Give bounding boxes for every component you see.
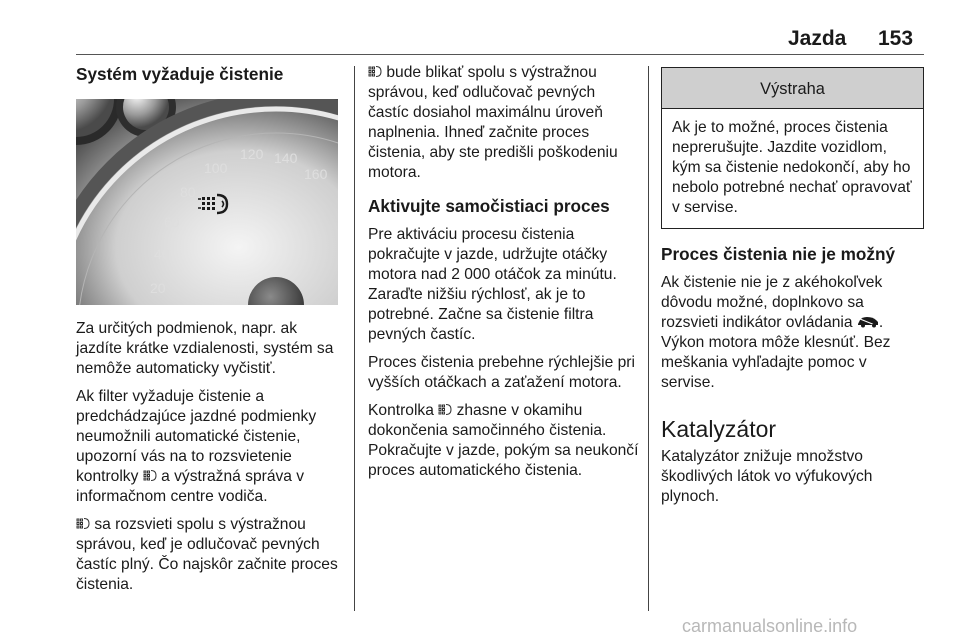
paragraph-filter-max-level: bude blikať spolu s výstražnou správou, keď odlučovač pevných častíc dosiahol maximálnu úroveň naplnenia. Ihneď začnite proces čistenia, aby ste predišli poškodeniu motora. bbox=[368, 64, 618, 181]
paragraph-catalytic-converter: Katalyzátor znižuje množstvo škodlivých látok vo výfukových plynoch. bbox=[661, 448, 873, 505]
warning-body: Ak je to možné, proces čistenia neprerušujte. Jazdite vozidlom, kým sa čistenie nedokončí, aby ho nebolo potrebné nechať opravovať v servise. bbox=[672, 119, 912, 216]
dial-label-20: 20 bbox=[150, 280, 166, 296]
header-rule bbox=[76, 54, 924, 55]
watermark: carmanualsonline.info bbox=[682, 616, 858, 636]
column-divider-left bbox=[354, 66, 355, 611]
paragraph-activation: Pre aktiváciu procesu čistenia pokračujte v jazde, udržujte otáčky motora nad 2 000 otáčok za minútu. Zaraďte nižšiu rýchlosť, ak je to potrebné. Začne sa čistenie filtra pevných častíc. bbox=[368, 226, 617, 343]
dial-label-80: 80 bbox=[180, 184, 196, 200]
paragraph-indicator-off: Kontrolka zhasne v okamihu dokončenia samočinného čistenia. Pokračujte v jazde, pokým sa neukončí proces automatického čistenia. bbox=[368, 402, 639, 479]
heading-cleaning-not-possible: Proces čistenia nie je možný bbox=[661, 244, 896, 264]
dpf-indicator-icon bbox=[438, 403, 452, 416]
paragraph-conditions: Za určitých podmienok, napr. ak jazdíte krátke vzdialenosti, systém sa nemôže automaticky vyčistiť. bbox=[76, 320, 334, 377]
dial-label-40: 40 bbox=[154, 246, 170, 262]
dial-label-60: 60 bbox=[164, 214, 180, 230]
paragraph-faster-cleaning: Proces čistenia prebehne rýchlejšie pri vyšších otáčkach a zaťažení motora. bbox=[368, 354, 635, 391]
heading-activate-self-cleaning: Aktivujte samočistiaci proces bbox=[368, 196, 610, 216]
instrument-cluster-photo bbox=[76, 99, 338, 305]
warning-title: Výstraha bbox=[662, 68, 923, 109]
dial-label-120: 120 bbox=[240, 146, 264, 162]
heading-system-cleaning: Systém vyžaduje čistenie bbox=[76, 64, 284, 84]
dial-label-160: 160 bbox=[304, 166, 328, 182]
column-right bbox=[661, 63, 924, 515]
warning-box bbox=[661, 67, 924, 229]
dpf-indicator-icon bbox=[76, 517, 90, 530]
paragraph-filter-needs-cleaning: Ak filter vyžaduje čistenie a predchádzajúce jazdné podmienky neumožnili automatické čistenie, upozorní vás na to rozsvietenie kontrolky a výstražná správa v informačnom centre vodiča. bbox=[76, 388, 317, 505]
paragraph-filter-full: sa rozsvieti spolu s výstražnou správou, keď je odlučovač pevných častíc plný. Čo najskôr začnite proces čistenia. bbox=[76, 516, 338, 593]
column-middle bbox=[368, 63, 640, 489]
service-vehicle-icon bbox=[857, 316, 879, 328]
paragraph-cleaning-not-possible: Ak čistenie nie je z akéhokoľvek dôvodu možné, doplnkovo sa rozsvieti indikátor ovládania . Výkon motora môže klesnúť. Bez meškania vyhľadajte pomoc v servise. bbox=[661, 274, 891, 391]
page-number: 153 bbox=[878, 27, 914, 50]
dial-label-140: 140 bbox=[274, 150, 298, 166]
section-title: Jazda bbox=[788, 27, 847, 50]
column-divider-right bbox=[648, 66, 649, 611]
dial-label-100: 100 bbox=[204, 160, 228, 176]
dpf-indicator-icon bbox=[368, 65, 382, 78]
dpf-indicator-icon bbox=[143, 469, 157, 482]
heading-catalytic-converter: Katalyzátor bbox=[661, 416, 777, 442]
column-left bbox=[76, 63, 344, 603]
